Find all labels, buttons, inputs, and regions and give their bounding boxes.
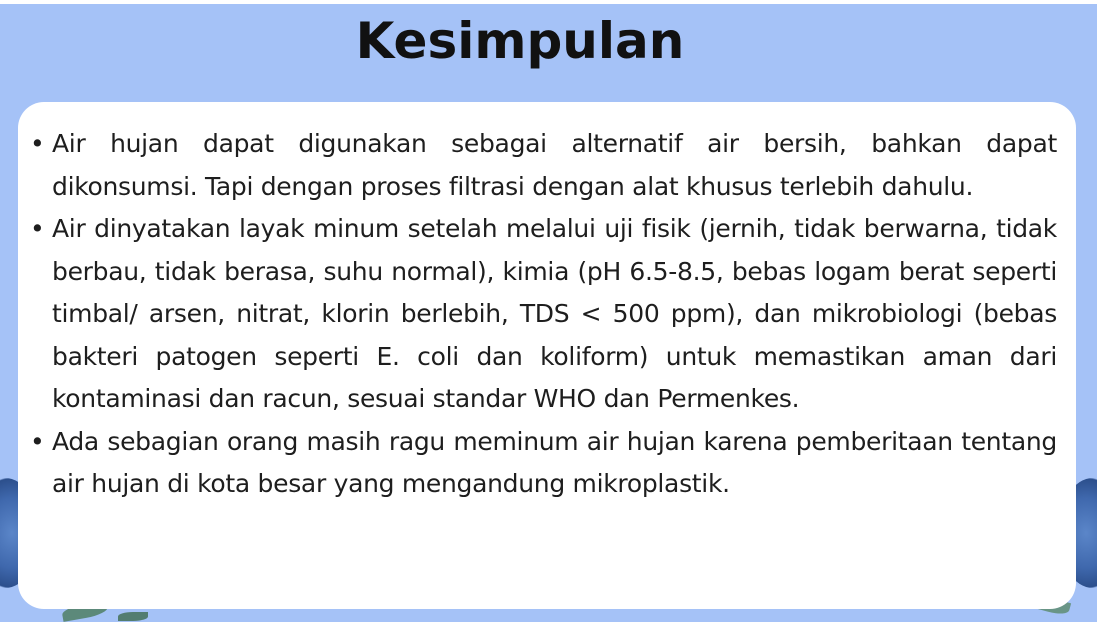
- bullet-list: [30, 123, 1057, 506]
- top-border: [0, 0, 1097, 4]
- bullet-text: Air hujan dapat digunakan sebagai alternatif air bersih, bahkan dapat dikonsumsi. Tapi dengan proses filtrasi dengan alat khusus terlebih dahulu.: [52, 129, 1057, 201]
- bullet-dot: •: [30, 214, 45, 243]
- bullet-dot: •: [30, 129, 45, 158]
- leaf-decoration: [118, 612, 148, 621]
- bullet-text: Ada sebagian orang masih ragu meminum air hujan karena pemberitaan tentang air hujan di kota besar yang mengandung mikroplastik.: [52, 426, 1057, 498]
- bullet-dot: •: [30, 426, 45, 456]
- bullet-text: Air dinyatakan layak minum setelah melalui uji fisik (jernih, tidak berwarna, tidak berbau, tidak berasa, suhu normal), kimia (pH 6.5-8.5, bebas logam berat seperti timbal/ arsen, nitrat, klorin berlebih, TDS < 500 ppm), dan mikrobiologi (bebas bakteri patogen seperti E. coli dan koliform) untuk memastikan aman dari kontaminasi dan racun, sesuai standar WHO dan Permenkes.: [52, 214, 1057, 413]
- bullet-item: [30, 208, 1057, 421]
- slide-title: Kesimpulan: [355, 12, 685, 70]
- bullet-item: [30, 123, 1057, 208]
- bullet-item: [30, 421, 1057, 506]
